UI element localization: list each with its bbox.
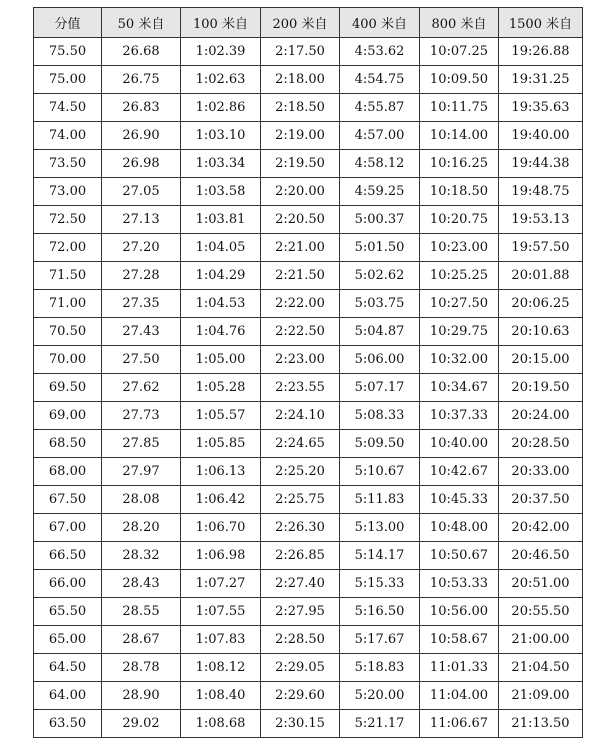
cell-400m-free: 5:11.83: [340, 486, 420, 514]
cell-100m-free: 1:06.13: [181, 458, 261, 486]
cell-200m-free: 2:22.00: [261, 290, 340, 318]
table-row: [34, 66, 583, 94]
cell-score: 73.50: [34, 150, 102, 178]
cell-score: 66.50: [34, 542, 102, 570]
cell-50m-free: 27.35: [102, 290, 181, 318]
table-row: [34, 654, 583, 682]
cell-50m-free: 28.55: [102, 598, 181, 626]
cell-800m-free: 10:20.75: [420, 206, 499, 234]
cell-score: 69.50: [34, 374, 102, 402]
table-row: [34, 430, 583, 458]
cell-800m-free: 11:01.33: [420, 654, 499, 682]
table-row: [34, 318, 583, 346]
table-row: [34, 122, 583, 150]
cell-200m-free: 2:28.50: [261, 626, 340, 654]
cell-1500m-free: 20:46.50: [499, 542, 583, 570]
cell-1500m-free: 21:00.00: [499, 626, 583, 654]
table-row: [34, 570, 583, 598]
cell-200m-free: 2:20.50: [261, 206, 340, 234]
cell-100m-free: 1:04.05: [181, 234, 261, 262]
cell-200m-free: 2:29.05: [261, 654, 340, 682]
cell-1500m-free: 21:09.00: [499, 682, 583, 710]
cell-score: 63.50: [34, 710, 102, 738]
cell-1500m-free: 19:44.38: [499, 150, 583, 178]
cell-100m-free: 1:04.53: [181, 290, 261, 318]
cell-1500m-free: 19:57.50: [499, 234, 583, 262]
cell-200m-free: 2:24.10: [261, 402, 340, 430]
cell-800m-free: 10:16.25: [420, 150, 499, 178]
cell-800m-free: 10:40.00: [420, 430, 499, 458]
cell-200m-free: 2:22.50: [261, 318, 340, 346]
cell-score: 64.50: [34, 654, 102, 682]
cell-50m-free: 27.43: [102, 318, 181, 346]
cell-50m-free: 27.62: [102, 374, 181, 402]
cell-100m-free: 1:08.12: [181, 654, 261, 682]
cell-100m-free: 1:07.83: [181, 626, 261, 654]
cell-400m-free: 5:14.17: [340, 542, 420, 570]
cell-800m-free: 10:27.50: [420, 290, 499, 318]
cell-1500m-free: 20:28.50: [499, 430, 583, 458]
cell-400m-free: 5:07.17: [340, 374, 420, 402]
cell-100m-free: 1:05.85: [181, 430, 261, 458]
cell-400m-free: 5:04.87: [340, 318, 420, 346]
cell-800m-free: 10:07.25: [420, 38, 499, 66]
cell-200m-free: 2:24.65: [261, 430, 340, 458]
cell-400m-free: 5:20.00: [340, 682, 420, 710]
score-table-container: [33, 7, 583, 738]
cell-1500m-free: 20:33.00: [499, 458, 583, 486]
cell-100m-free: 1:04.76: [181, 318, 261, 346]
cell-score: 74.50: [34, 94, 102, 122]
cell-200m-free: 2:26.30: [261, 514, 340, 542]
cell-100m-free: 1:05.00: [181, 346, 261, 374]
cell-800m-free: 10:42.67: [420, 458, 499, 486]
table-row: [34, 94, 583, 122]
cell-100m-free: 1:08.68: [181, 710, 261, 738]
cell-200m-free: 2:27.40: [261, 570, 340, 598]
cell-200m-free: 2:25.20: [261, 458, 340, 486]
cell-100m-free: 1:07.55: [181, 598, 261, 626]
cell-score: 67.50: [34, 486, 102, 514]
table-row: [34, 150, 583, 178]
table-row: [34, 710, 583, 738]
cell-score: 64.00: [34, 682, 102, 710]
cell-400m-free: 4:54.75: [340, 66, 420, 94]
cell-200m-free: 2:18.00: [261, 66, 340, 94]
cell-100m-free: 1:08.40: [181, 682, 261, 710]
cell-score: 66.00: [34, 570, 102, 598]
cell-1500m-free: 19:48.75: [499, 178, 583, 206]
table-row: [34, 206, 583, 234]
cell-100m-free: 1:03.34: [181, 150, 261, 178]
cell-score: 72.50: [34, 206, 102, 234]
cell-50m-free: 28.20: [102, 514, 181, 542]
swim-score-table: [33, 7, 583, 738]
cell-score: 65.00: [34, 626, 102, 654]
cell-400m-free: 5:06.00: [340, 346, 420, 374]
cell-200m-free: 2:29.60: [261, 682, 340, 710]
cell-50m-free: 28.32: [102, 542, 181, 570]
cell-50m-free: 27.20: [102, 234, 181, 262]
table-row: [34, 598, 583, 626]
table-row: [34, 402, 583, 430]
cell-200m-free: 2:26.85: [261, 542, 340, 570]
cell-100m-free: 1:05.57: [181, 402, 261, 430]
cell-100m-free: 1:02.63: [181, 66, 261, 94]
cell-400m-free: 4:53.62: [340, 38, 420, 66]
cell-score: 70.00: [34, 346, 102, 374]
cell-1500m-free: 20:37.50: [499, 486, 583, 514]
cell-800m-free: 10:37.33: [420, 402, 499, 430]
cell-400m-free: 4:57.00: [340, 122, 420, 150]
cell-400m-free: 5:00.37: [340, 206, 420, 234]
table-row: [34, 346, 583, 374]
cell-100m-free: 1:03.81: [181, 206, 261, 234]
cell-800m-free: 11:06.67: [420, 710, 499, 738]
cell-400m-free: 5:02.62: [340, 262, 420, 290]
cell-100m-free: 1:06.42: [181, 486, 261, 514]
cell-1500m-free: 20:19.50: [499, 374, 583, 402]
cell-100m-free: 1:03.58: [181, 178, 261, 206]
cell-400m-free: 5:17.67: [340, 626, 420, 654]
cell-800m-free: 10:50.67: [420, 542, 499, 570]
cell-800m-free: 10:58.67: [420, 626, 499, 654]
cell-score: 73.00: [34, 178, 102, 206]
cell-800m-free: 10:45.33: [420, 486, 499, 514]
cell-50m-free: 29.02: [102, 710, 181, 738]
cell-400m-free: 5:21.17: [340, 710, 420, 738]
cell-200m-free: 2:18.50: [261, 94, 340, 122]
cell-50m-free: 27.05: [102, 178, 181, 206]
cell-800m-free: 10:56.00: [420, 598, 499, 626]
cell-100m-free: 1:02.39: [181, 38, 261, 66]
cell-50m-free: 26.90: [102, 122, 181, 150]
cell-score: 71.50: [34, 262, 102, 290]
table-row: [34, 458, 583, 486]
cell-200m-free: 2:23.55: [261, 374, 340, 402]
cell-100m-free: 1:04.29: [181, 262, 261, 290]
cell-200m-free: 2:23.00: [261, 346, 340, 374]
cell-200m-free: 2:27.95: [261, 598, 340, 626]
cell-100m-free: 1:07.27: [181, 570, 261, 598]
column-header-score: 分值: [34, 8, 102, 38]
cell-score: 75.00: [34, 66, 102, 94]
cell-100m-free: 1:05.28: [181, 374, 261, 402]
cell-50m-free: 28.43: [102, 570, 181, 598]
table-row: [34, 38, 583, 66]
cell-score: 68.50: [34, 430, 102, 458]
cell-400m-free: 5:01.50: [340, 234, 420, 262]
cell-400m-free: 5:10.67: [340, 458, 420, 486]
cell-200m-free: 2:19.00: [261, 122, 340, 150]
cell-1500m-free: 19:35.63: [499, 94, 583, 122]
cell-800m-free: 10:09.50: [420, 66, 499, 94]
column-header-1500m-free: 1500 米自: [499, 8, 583, 38]
cell-score: 70.50: [34, 318, 102, 346]
cell-800m-free: 10:34.67: [420, 374, 499, 402]
cell-800m-free: 10:32.00: [420, 346, 499, 374]
cell-score: 68.00: [34, 458, 102, 486]
table-row: [34, 262, 583, 290]
cell-50m-free: 28.78: [102, 654, 181, 682]
cell-800m-free: 11:04.00: [420, 682, 499, 710]
cell-score: 75.50: [34, 38, 102, 66]
cell-400m-free: 5:13.00: [340, 514, 420, 542]
column-header-400m-free: 400 米自: [340, 8, 420, 38]
cell-400m-free: 5:16.50: [340, 598, 420, 626]
cell-100m-free: 1:06.98: [181, 542, 261, 570]
cell-1500m-free: 19:26.88: [499, 38, 583, 66]
cell-800m-free: 10:25.25: [420, 262, 499, 290]
cell-200m-free: 2:30.15: [261, 710, 340, 738]
cell-50m-free: 28.90: [102, 682, 181, 710]
cell-200m-free: 2:21.00: [261, 234, 340, 262]
cell-score: 67.00: [34, 514, 102, 542]
cell-800m-free: 10:11.75: [420, 94, 499, 122]
cell-1500m-free: 20:24.00: [499, 402, 583, 430]
cell-1500m-free: 20:06.25: [499, 290, 583, 318]
cell-1500m-free: 20:01.88: [499, 262, 583, 290]
cell-1500m-free: 20:10.63: [499, 318, 583, 346]
cell-50m-free: 27.73: [102, 402, 181, 430]
table-body: [34, 38, 583, 738]
cell-1500m-free: 20:51.00: [499, 570, 583, 598]
cell-50m-free: 27.85: [102, 430, 181, 458]
cell-200m-free: 2:25.75: [261, 486, 340, 514]
cell-200m-free: 2:17.50: [261, 38, 340, 66]
table-row: [34, 486, 583, 514]
cell-1500m-free: 21:04.50: [499, 654, 583, 682]
cell-50m-free: 27.97: [102, 458, 181, 486]
cell-800m-free: 10:29.75: [420, 318, 499, 346]
cell-400m-free: 5:18.83: [340, 654, 420, 682]
table-row: [34, 542, 583, 570]
cell-1500m-free: 20:42.00: [499, 514, 583, 542]
cell-1500m-free: 21:13.50: [499, 710, 583, 738]
table-header: [34, 8, 583, 38]
table-row: [34, 290, 583, 318]
cell-50m-free: 26.83: [102, 94, 181, 122]
cell-1500m-free: 20:15.00: [499, 346, 583, 374]
cell-1500m-free: 19:31.25: [499, 66, 583, 94]
cell-score: 65.50: [34, 598, 102, 626]
cell-800m-free: 10:18.50: [420, 178, 499, 206]
cell-1500m-free: 20:55.50: [499, 598, 583, 626]
cell-50m-free: 26.98: [102, 150, 181, 178]
cell-score: 71.00: [34, 290, 102, 318]
cell-400m-free: 4:59.25: [340, 178, 420, 206]
table-row: [34, 178, 583, 206]
cell-100m-free: 1:03.10: [181, 122, 261, 150]
cell-50m-free: 28.08: [102, 486, 181, 514]
cell-1500m-free: 19:53.13: [499, 206, 583, 234]
table-row: [34, 514, 583, 542]
column-header-800m-free: 800 米自: [420, 8, 499, 38]
cell-score: 69.00: [34, 402, 102, 430]
cell-50m-free: 26.68: [102, 38, 181, 66]
cell-100m-free: 1:02.86: [181, 94, 261, 122]
cell-400m-free: 4:55.87: [340, 94, 420, 122]
cell-score: 72.00: [34, 234, 102, 262]
table-row: [34, 626, 583, 654]
table-row: [34, 234, 583, 262]
cell-200m-free: 2:21.50: [261, 262, 340, 290]
cell-800m-free: 10:23.00: [420, 234, 499, 262]
cell-50m-free: 26.75: [102, 66, 181, 94]
cell-1500m-free: 19:40.00: [499, 122, 583, 150]
cell-400m-free: 5:09.50: [340, 430, 420, 458]
cell-50m-free: 27.28: [102, 262, 181, 290]
cell-100m-free: 1:06.70: [181, 514, 261, 542]
table-row: [34, 682, 583, 710]
cell-400m-free: 4:58.12: [340, 150, 420, 178]
cell-400m-free: 5:08.33: [340, 402, 420, 430]
header-row: [34, 8, 583, 38]
table-row: [34, 374, 583, 402]
cell-200m-free: 2:19.50: [261, 150, 340, 178]
cell-800m-free: 10:14.00: [420, 122, 499, 150]
cell-score: 74.00: [34, 122, 102, 150]
column-header-100m-free: 100 米自: [181, 8, 261, 38]
cell-200m-free: 2:20.00: [261, 178, 340, 206]
column-header-50m-free: 50 米自: [102, 8, 181, 38]
cell-50m-free: 28.67: [102, 626, 181, 654]
cell-400m-free: 5:15.33: [340, 570, 420, 598]
cell-800m-free: 10:48.00: [420, 514, 499, 542]
cell-50m-free: 27.50: [102, 346, 181, 374]
column-header-200m-free: 200 米自: [261, 8, 340, 38]
cell-400m-free: 5:03.75: [340, 290, 420, 318]
cell-50m-free: 27.13: [102, 206, 181, 234]
cell-800m-free: 10:53.33: [420, 570, 499, 598]
